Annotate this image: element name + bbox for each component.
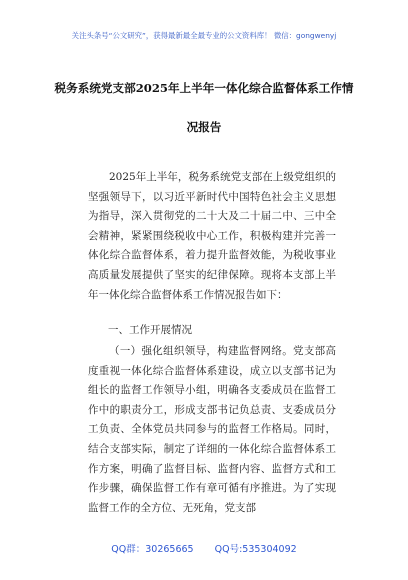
- section-paragraph: （一）强化组织领导，构建监督网络。党支部高度重视一体化综合监督体系建设，成立以支部书记为组长的监督工作领导小组，明确各支委成员在监督工作中的职责分工，形成支部书记负总责、支委成员分工负责、全体党员共同参与的监督工作格局。同时，结合支部实际，制定了详细的一体化综合监督体系工作方案，明确了监督目标、监督内容、监督方式和工作步骤，确保监督工作有章可循有序推进。为了实现监督工作的全方位、无死角，党支部: [88, 345, 336, 514]
- section-heading: 一、工作开展情况: [108, 324, 192, 336]
- document-title-line-1: 税务系统党支部2025年上半年一体化综合监督体系工作情: [54, 81, 354, 95]
- footer-contact: [0, 541, 408, 555]
- footer-qq-group: QQ群：30265665: [111, 544, 194, 555]
- intro-paragraph: 2025年上半年，税务系统党支部在上级党组织的坚强领导下，以习近平新时代中国特色社会主义思想为指导，深入贯彻党的二十大及二十届二中、三中全会精神，紧紧围绕税收中心工作，积极构建并完善一体化综合监督体系，着力提升监督效能，为税收事业高质量发展提供了坚实的纪律保障。现将本支部上半年一体化综合监督体系工作情况报告如下：: [88, 171, 336, 301]
- header-banner: 关注头条号“公文研究”，获得最新最全最专业的公文资料库！ 微信：gongwenyj: [71, 31, 337, 40]
- document-title-line-2: 况报告: [186, 120, 222, 134]
- footer-qq-number: QQ号:535304092: [214, 544, 297, 555]
